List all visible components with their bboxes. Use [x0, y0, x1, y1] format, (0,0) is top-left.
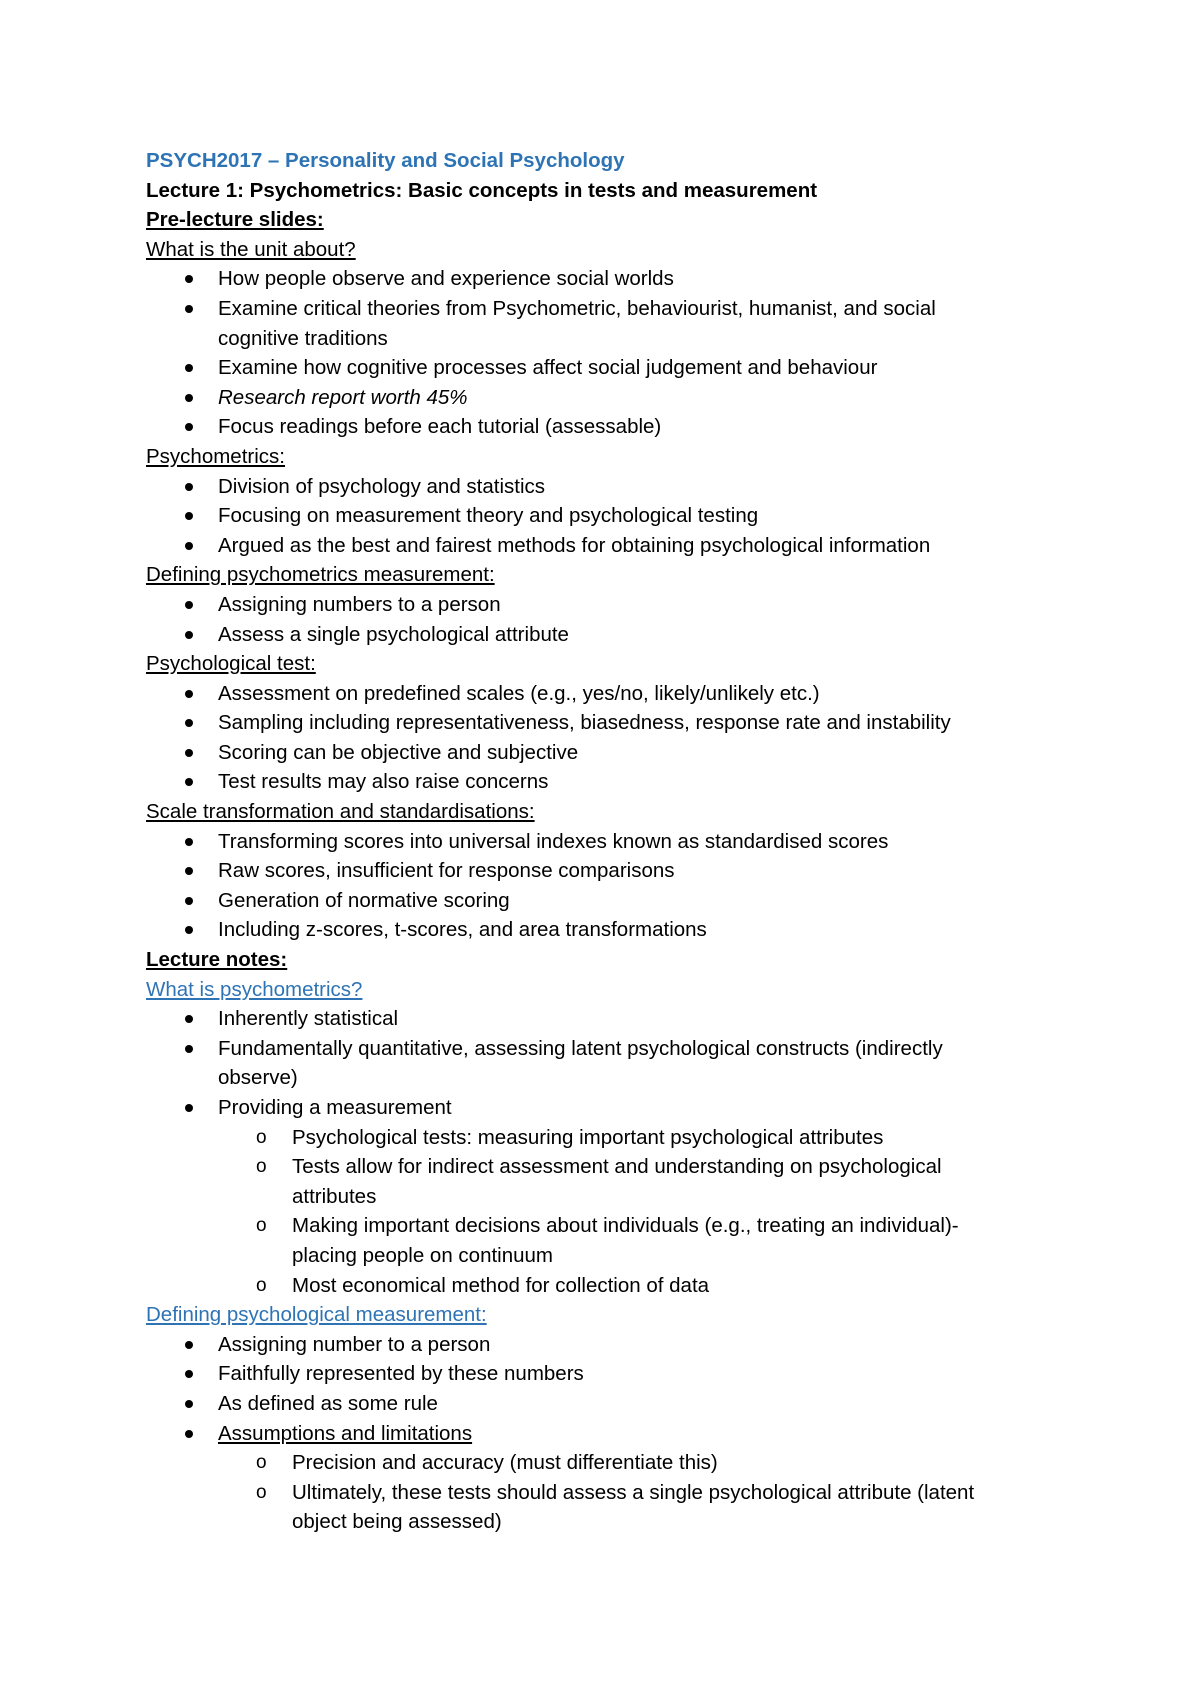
list-item: Raw scores, insufficient for response comparisons — [146, 856, 1076, 886]
sub-bullet-icon: o — [256, 1481, 267, 1503]
section-heading: Defining psychometrics measurement: — [146, 563, 495, 587]
bullet-icon — [185, 1045, 193, 1053]
sub-bullet-icon: o — [256, 1156, 267, 1178]
bullet-list — [146, 679, 1076, 797]
pre-lecture-heading: Pre-lecture slides: — [146, 208, 324, 232]
sub-list-item: o Making important decisions about individuals (e.g., treating an individual)- placing people on continuum — [146, 1211, 1076, 1270]
bullet-icon — [185, 867, 193, 875]
section-heading: Psychometrics: — [146, 444, 285, 468]
section-heading: What is the unit about? — [146, 237, 356, 261]
bullet-icon — [185, 838, 193, 846]
bullet-icon — [185, 394, 193, 402]
what-is-psychometrics-heading: What is psychometrics? — [146, 977, 363, 1001]
bullet-icon — [185, 364, 193, 372]
bullet-list — [146, 1330, 1076, 1537]
list-item: Providing a measurement — [146, 1093, 1076, 1123]
bullet-list — [146, 264, 1076, 442]
bullet-list — [146, 590, 1076, 649]
bullet-icon — [185, 275, 193, 283]
bullet-icon — [185, 601, 193, 609]
document-page — [146, 146, 1076, 1537]
sub-list-item: o Psychological tests: measuring important psychological attributes — [146, 1123, 1076, 1153]
bullet-list — [146, 1004, 1076, 1300]
list-item: Assigning number to a person — [146, 1330, 1076, 1360]
bullet-icon — [185, 542, 193, 550]
sub-bullet-icon: o — [256, 1452, 267, 1474]
sub-list-item: o Ultimately, these tests should assess a single psychological attribute (latent object being assessed) — [146, 1478, 1076, 1537]
list-item: As defined as some rule — [146, 1389, 1076, 1419]
list-item: Assess a single psychological attribute — [146, 620, 1076, 650]
list-item: Assigning numbers to a person — [146, 590, 1076, 620]
sub-bullet-icon: o — [256, 1126, 267, 1148]
bullet-icon — [185, 778, 193, 786]
list-item: Assumptions and limitations — [146, 1419, 1076, 1449]
list-item: Focusing on measurement theory and psychological testing — [146, 501, 1076, 531]
bullet-icon — [185, 512, 193, 520]
sub-list-item: o Most economical method for collection of data — [146, 1271, 1076, 1301]
bullet-icon — [185, 1015, 193, 1023]
list-item: Assessment on predefined scales (e.g., yes/no, likely/unlikely etc.) — [146, 679, 1076, 709]
list-item: Argued as the best and fairest methods for obtaining psychological information — [146, 531, 1076, 561]
list-item: Scoring can be objective and subjective — [146, 738, 1076, 768]
bullet-list — [146, 472, 1076, 561]
list-item: Division of psychology and statistics — [146, 472, 1076, 502]
bullet-icon — [185, 423, 193, 431]
bullet-icon — [185, 690, 193, 698]
bullet-icon — [185, 1370, 193, 1378]
list-item: Fundamentally quantitative, assessing latent psychological constructs (indirectly observe) — [146, 1034, 1076, 1093]
bullet-list — [146, 827, 1076, 945]
list-item: Faithfully represented by these numbers — [146, 1359, 1076, 1389]
sub-list-item: o Tests allow for indirect assessment and understanding on psychological attributes — [146, 1152, 1076, 1211]
bullet-icon — [185, 1400, 193, 1408]
list-item: Transforming scores into universal indexes known as standardised scores — [146, 827, 1076, 857]
bullet-icon — [185, 1104, 193, 1112]
list-item: Inherently statistical — [146, 1004, 1076, 1034]
list-item: Examine critical theories from Psychometric, behaviourist, humanist, and social cognitive traditions — [146, 294, 1076, 353]
bullet-icon — [185, 483, 193, 491]
bullet-icon — [185, 631, 193, 639]
bullet-icon — [185, 1430, 193, 1438]
section-heading: Psychological test: — [146, 652, 316, 676]
list-item: Examine how cognitive processes affect social judgement and behaviour — [146, 353, 1076, 383]
defining-measurement-heading: Defining psychological measurement: — [146, 1303, 487, 1327]
list-item: Generation of normative scoring — [146, 886, 1076, 916]
lecture-notes-heading: Lecture notes: — [146, 948, 288, 972]
document-title: PSYCH2017 – Personality and Social Psychology — [146, 149, 625, 172]
sub-list-item: o Precision and accuracy (must differentiate this) — [146, 1448, 1076, 1478]
list-item: Focus readings before each tutorial (assessable) — [146, 412, 1076, 442]
bullet-icon — [185, 1341, 193, 1349]
bullet-icon — [185, 305, 193, 313]
section-heading: Scale transformation and standardisations: — [146, 800, 535, 824]
sub-bullet-icon: o — [256, 1274, 267, 1296]
bullet-icon — [185, 897, 193, 905]
bullet-icon — [185, 749, 193, 757]
list-item: How people observe and experience social worlds — [146, 264, 1076, 294]
list-item: Test results may also raise concerns — [146, 767, 1076, 797]
list-item: Research report worth 45% — [146, 383, 1076, 413]
list-item: Sampling including representativeness, biasedness, response rate and instability — [146, 708, 1076, 738]
list-item: Including z-scores, t-scores, and area transformations — [146, 915, 1076, 945]
lecture-title: Lecture 1: Psychometrics: Basic concepts in tests and measurement — [146, 178, 818, 202]
sub-bullet-icon: o — [256, 1215, 267, 1237]
bullet-icon — [185, 719, 193, 727]
bullet-icon — [185, 926, 193, 934]
